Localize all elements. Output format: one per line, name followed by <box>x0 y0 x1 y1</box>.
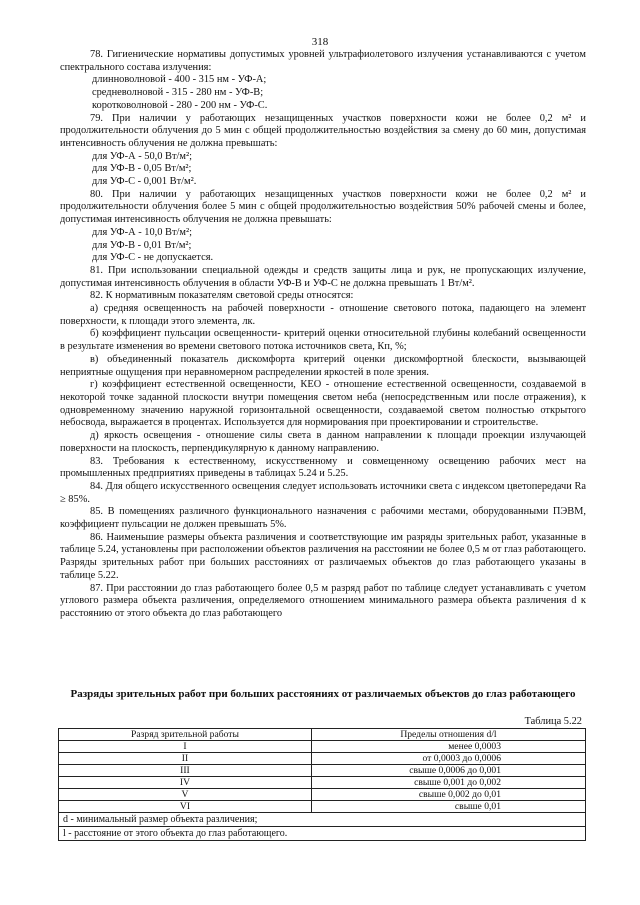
list-line: для УФ-В - 0,01 Вт/м²; <box>92 239 192 251</box>
paragraph: г) коэффициент естественной освещенности, КЕО - отношение естественной освещенности, создаваемой в некоторой точке заданной плоскости внутри помещения светом неба (непосредственным или после отражения), к одновременному значению наружной горизонтальной освещенности, создаваемой светом полностью открытого небосвода, выражается в процентах. Используется для нормирования при проектировании и строительстве. <box>60 379 586 429</box>
paragraph: 83. Требования к естественному, искусственному и совмещенному освещению рабочих мест на промышленных предприятиях приведены в таблицах 5.24 и 5.25. <box>60 455 586 480</box>
footnote-row <box>59 827 586 841</box>
paragraph: а) средняя освещенность на рабочей поверхности - отношение светового потока, падающего на элемент поверхности, к площади этого элемента, лк. <box>60 303 586 327</box>
visual-work-table <box>58 728 586 841</box>
ratio-cell: от 0,0003 до 0,0006 <box>311 753 585 765</box>
ratio-cell: свыше 0,01 <box>311 801 585 813</box>
ratio-cell: менее 0,0003 <box>311 741 585 753</box>
paragraph: д) яркость освещения - отношение силы света в данном направлении к площади проекции излучающей поверхности на плоскость, перпендикулярную к данному направлению. <box>60 430 586 454</box>
paragraph: 82. К нормативным показателям световой среды относятся: <box>90 290 354 302</box>
category-cell: II <box>59 753 312 765</box>
paragraph: 78. Гигиенические нормативы допустимых уровней ультрафиолетового излучения устанавливаются с учетом спектрального состава излучения: <box>60 49 586 73</box>
list-line: для УФ-С - не допускается. <box>92 252 214 264</box>
document-body <box>60 49 586 621</box>
table-header-row <box>59 729 586 741</box>
list-line: для УФ-А - 50,0 Вт/м²; <box>92 150 192 162</box>
category-cell: III <box>59 765 312 777</box>
table-row <box>59 777 586 789</box>
table-row <box>59 765 586 777</box>
paragraph: 85. В помещениях различного функционального назначения с рабочими местами, оборудованными ПЭВМ, коэффициент пульсации не должен превышать 5%. <box>60 506 586 531</box>
category-cell: I <box>59 741 312 753</box>
table-footnote: d - минимальный размер объекта различения; <box>59 813 586 827</box>
table-row <box>59 801 586 813</box>
paragraph: 86. Наименьшие размеры объекта различения и соответствующие им разряды зрительных работ, указанные в таблице 5.24, установлены при расположении объектов различения на расстоянии не более 0,5 м от глаз работающего. Разряды зрительных работ при больших расстояниях от различаемых объектов до глаз работающего указаны в таблице 5.22. <box>60 531 586 581</box>
paragraph: 84. Для общего искусственного освещения следует использовать источники света с индексом цветопередачи Ra ≥ 85%. <box>60 480 586 505</box>
table-row <box>59 741 586 753</box>
category-cell: IV <box>59 777 312 789</box>
category-cell: VI <box>59 801 312 813</box>
page-number: 318 <box>311 36 329 48</box>
list-line: для УФ-С - 0,001 Вт/м². <box>92 176 197 188</box>
table-row <box>59 753 586 765</box>
column-header-ratio: Пределы отношения d/l <box>311 729 585 741</box>
table-label: Таблица 5.22 <box>524 716 582 727</box>
table-footnote: l - расстояние от этого объекта до глаз работающего. <box>59 827 586 841</box>
table-title: Разряды зрительных работ при больших расстояниях от различаемых объектов до глаз работающего <box>70 688 576 700</box>
paragraph: 79. При наличии у работающих незащищенных участков поверхности кожи не более 0,2 м² и продолжительности облучения до 5 мин с общей продолжительностью воздействия за смену до 60 мин, допустимая интенсивность облучения не должна превышать: <box>60 112 586 149</box>
category-cell: V <box>59 789 312 801</box>
paragraph: в) объединенный показатель дискомфорта критерий оценки дискомфортной блескости, вызывающей неприятные ощущения при неравномерном распределении яркостей в поле зрения. <box>60 353 586 378</box>
table-row <box>59 789 586 801</box>
list-line: для УФ-А - 10,0 Вт/м²; <box>92 226 192 238</box>
list-line: для УФ-В - 0,05 Вт/м²; <box>92 163 192 175</box>
column-header-category: Разряд зрительной работы <box>59 729 312 741</box>
ratio-cell: свыше 0,0006 до 0,001 <box>311 765 585 777</box>
paragraph: 80. При наличии у работающих незащищенных участков поверхности кожи не более 0,2 м² и продолжительности облучения более 5 мин с общей продолжительностью воздействия 50% рабочей смены и более, допустимая интенсивность облучения не должна превышать: <box>60 188 586 226</box>
footnote-row <box>59 813 586 827</box>
ratio-cell: свыше 0,001 до 0,002 <box>311 777 585 789</box>
paragraph: 87. При расстоянии до глаз работающего более 0,5 м разряд работ по таблице следует устанавливать с учетом углового размера объекта различения, определяемого отношением минимального размера объекта различения d к расстоянию от этого объекта до глаз работающего <box>60 582 586 619</box>
list-line: длинноволновой - 400 - 315 нм - УФ-А; <box>92 74 267 86</box>
paragraph: 81. При использовании специальной одежды и средств защиты лица и рук, не пропускающих излучение, допустимая интенсивность облучения в области УФ-В и УФ-С не должна превышать 1 Вт/м². <box>60 264 586 289</box>
list-line: коротковолновой - 280 - 200 нм - УФ-С. <box>92 99 268 111</box>
list-line: средневолновой - 315 - 280 нм - УФ-В; <box>92 87 264 99</box>
ratio-cell: свыше 0,002 до 0,01 <box>311 789 585 801</box>
paragraph: б) коэффициент пульсации освещенности- критерий оценки относительной глубины колебаний освещенности в результате изменения во времени светового потока источников света, Кп, %; <box>60 328 586 353</box>
